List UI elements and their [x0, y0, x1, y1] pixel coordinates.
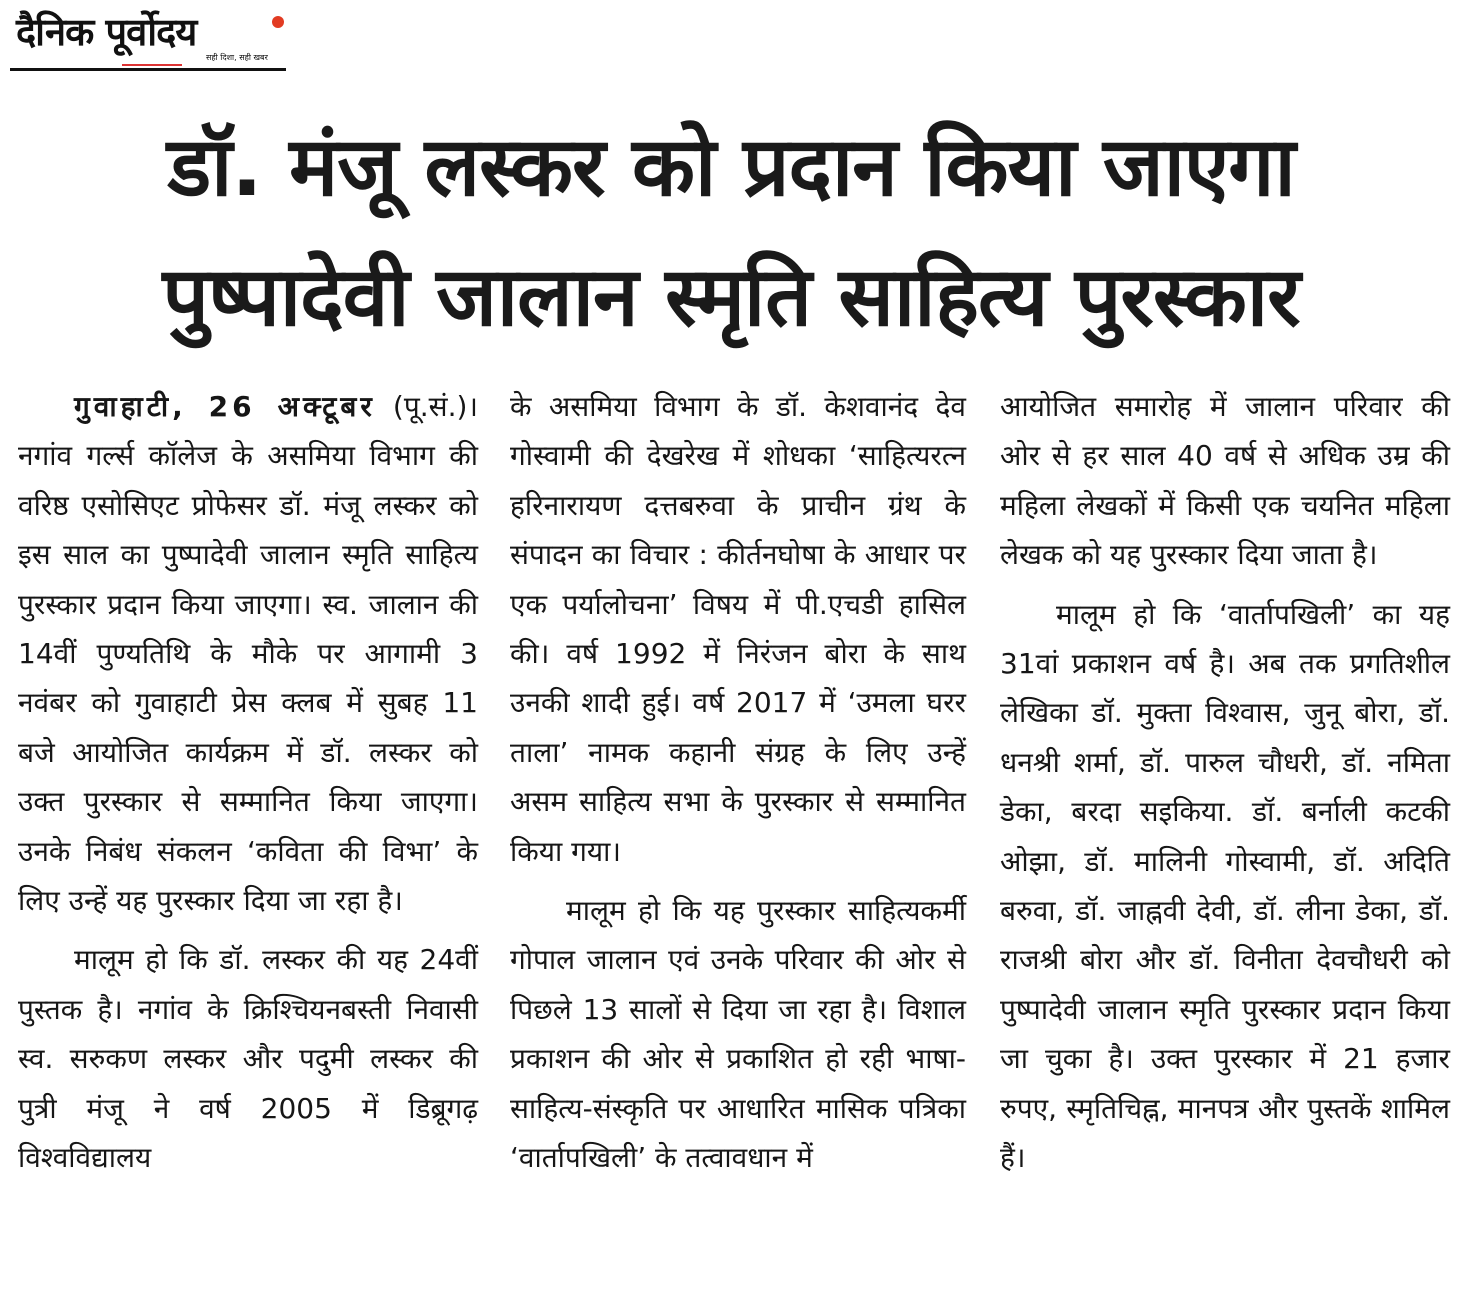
logo-dot-icon	[272, 16, 284, 28]
article-column-3	[1000, 382, 1450, 1282]
article-body	[14, 382, 1454, 1282]
article-paragraph: के असमिया विभाग के डॉ. केशवानंद देव गोस्वामी की देखरेख में शोधका ‘साहित्यरत्न हरिनारायण दत्तबरुवा के प्राचीन ग्रंथ के संपादन का विचार : कीर्तनघोषा के आधार पर एक पर्यालोचना’ विषय में पी.एचडी हासिल की। वर्ष 1992 में निरंजन बोरा के साथ उनकी शादी हुई। वर्ष 2017 में ‘उमला घरर ताला’ नामक कहानी संग्रह के लिए उन्हें असम साहित्य सभा के पुरस्कार से सम्मानित किया गया।	[510, 390, 966, 868]
masthead	[10, 2, 286, 72]
logo-underline	[10, 68, 286, 71]
dateline: गुवाहाटी, 26 अक्टूबर	[74, 390, 376, 423]
headline-line-2: पुष्पादेवी जालान स्मृति साहित्य पुरस्कार	[162, 250, 1300, 345]
paragraph-text: (पू.सं.)। नगांव गर्ल्स कॉलेज के असमिया विभाग की वरिष्ठ एसोसिएट प्रोफेसर डॉ. मंजू लस्कर को इस साल का पुष्पादेवी जालान स्मृति साहित्य पुरस्कार प्रदान किया जाएगा। स्व. जालान की 14वीं पुण्यतिथि के मौके पर आगामी 3 नवंबर को गुवाहाटी प्रेस क्लब में सुबह 11 बजे आयोजित कार्यक्रम में डॉ. लस्कर को उक्त पुरस्कार से सम्मानित किया जाएगा। उनके निबंध संकलन ‘कविता की विभा’ के लिए उन्हें यह पुरस्कार दिया जा रहा है।	[18, 390, 478, 918]
article-paragraph: आयोजित समारोह में जालान परिवार की ओर से हर साल 40 वर्ष से अधिक उम्र की महिला लेखकों में किसी एक चयनित महिला लेखक को यह पुरस्कार दिया जाता है।	[1000, 390, 1450, 572]
article-column-1	[18, 382, 478, 1282]
logo-accent-rule	[122, 64, 182, 66]
article-paragraph	[18, 382, 478, 925]
article-column-2	[510, 382, 966, 1282]
article-paragraph: मालूम हो कि डॉ. लस्कर की यह 24वीं पुस्तक है। नगांव के क्रिश्चियनबस्ती निवासी स्व. सरुकण लस्कर और पदुमी लस्कर की पुत्री मंजू ने वर्ष 2005 में डिब्रूगढ़ विश्वविद्यालय	[18, 943, 478, 1175]
article-paragraph: मालूम हो कि ‘वार्तापखिली’ का यह 31वां प्रकाशन वर्ष है। अब तक प्रगतिशील लेखिका डॉ. मुक्ता विश्वास, जुनू बोरा, डॉ. धनश्री शर्मा, डॉ. पारुल चौधरी, डॉ. नमिता डेका, बरदा सइकिया. डॉ. बर्नाली कटकी ओझा, डॉ. मालिनी गोस्वामी, डॉ. अदिति बरुवा, डॉ. जाह्नवी देवी, डॉ. लीना डेका, डॉ. राजश्री बोरा और डॉ. विनीता देवचौधरी को पुष्पादेवी जालान स्मृति पुरस्कार प्रदान किया जा चुका है। उक्त पुरस्कार में 21 हजार रुपए, स्मृतिचिह्न, मानपत्र और पुस्तकें शामिल हैं।	[1000, 597, 1450, 1175]
newspaper-logo: दैनिक पूर्वोदय	[16, 10, 197, 54]
newspaper-tagline: सही दिशा, सही खबर	[206, 53, 268, 62]
headline-line-1: डॉ. मंजू लस्कर को प्रदान किया जाएगा	[167, 120, 1295, 215]
article-paragraph: मालूम हो कि यह पुरस्कार साहित्यकर्मी गोपाल जालान एवं उनके परिवार की ओर से पिछले 13 सालों से दिया जा रहा है। विशाल प्रकाशन की ओर से प्रकाशित हो रही भाषा-साहित्य-संस्कृति पर आधारित मासिक पत्रिका ‘वार्तापखिली’ के तत्वावधान में	[510, 894, 966, 1175]
